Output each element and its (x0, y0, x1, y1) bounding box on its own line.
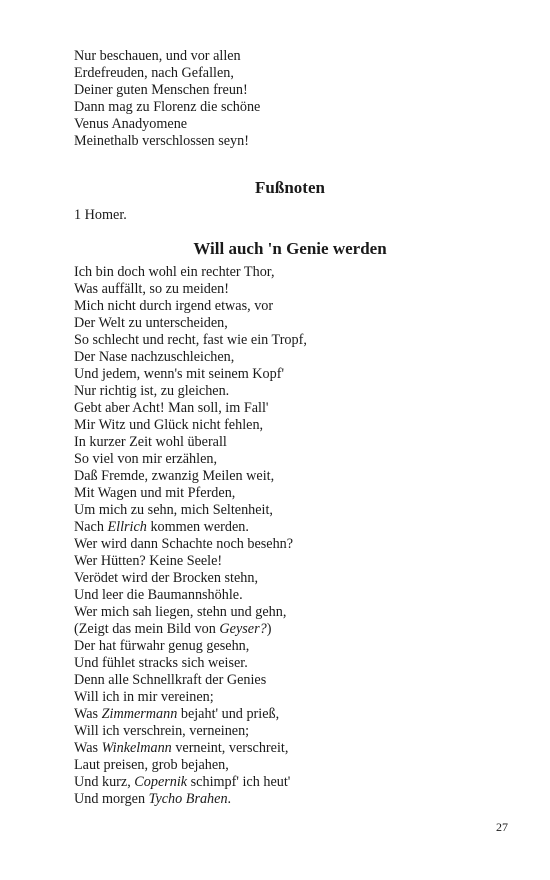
verse-line (74, 621, 514, 638)
poem-body (74, 264, 514, 808)
verse-line: So viel von mir erzählen, (74, 451, 218, 467)
emphasized-name: Tycho Brahen (148, 791, 228, 807)
verse-text: ) (266, 621, 272, 637)
verse-text: kommen werden. (146, 519, 249, 535)
verse-line: Der Nase nachzuschleichen, (74, 349, 235, 365)
verse-line: In kurzer Zeit wohl überall (74, 434, 227, 450)
verse-line: Der Welt zu unterscheiden, (74, 315, 228, 331)
page-body (74, 48, 514, 808)
verse-line: Wer mich sah liegen, stehn und gehn, (74, 604, 287, 620)
verse-line: Denn alle Schnellkraft der Genies (74, 672, 267, 688)
verse-text: Was (74, 740, 102, 756)
verse-line: Mit Wagen und mit Pferden, (74, 485, 236, 501)
verse-line: Daß Fremde, zwanzig Meilen weit, (74, 468, 275, 484)
emphasized-name: Copernik (134, 774, 188, 790)
emphasized-name: Geyser? (219, 621, 267, 637)
verse-line: Will ich verschrein, verneinen; (74, 723, 250, 739)
page-number: 27 (496, 820, 508, 834)
emphasized-name: Ellrich (107, 519, 147, 535)
verse-line: Und leer die Baumannshöhle. (74, 587, 243, 603)
verse-text: Und kurz, (74, 774, 135, 790)
verse-text: . (227, 791, 232, 807)
emphasized-name: Winkelmann (101, 740, 172, 756)
verse-text: schimpf' ich heut' (187, 774, 291, 790)
verse-line (74, 774, 514, 791)
verse-line: Wer Hütten? Keine Seele! (74, 553, 223, 569)
verse-line: Nur richtig ist, zu gleichen. (74, 383, 230, 399)
verse-line: Gebt aber Acht! Man soll, im Fall' (74, 400, 269, 416)
verse-line: Will ich in mir vereinen; (74, 689, 214, 705)
verse-line: Der hat fürwahr genug gesehn, (74, 638, 250, 654)
verse-line: Erdefreuden, nach Gefallen, (74, 65, 234, 81)
verse-line: Nur beschauen, und vor allen (74, 48, 241, 64)
verse-line: Und fühlet stracks sich weiser. (74, 655, 248, 671)
verse-line: Mich nicht durch irgend etwas, vor (74, 298, 274, 314)
verse-text: (Zeigt das mein Bild von (74, 621, 220, 637)
footnotes-heading: Fußnoten (255, 178, 325, 197)
verse-line: Verödet wird der Brocken stehn, (74, 570, 258, 586)
verse-line (74, 706, 514, 723)
verse-line: Wer wird dann Schachte noch besehn? (74, 536, 294, 552)
verse-line: Laut preisen, grob bejahen, (74, 757, 229, 773)
previous-poem-ending (74, 48, 514, 150)
verse-line: Mir Witz und Glück nicht fehlen, (74, 417, 264, 433)
verse-line (74, 740, 514, 757)
verse-line: Was auffällt, so zu meiden! (74, 281, 230, 297)
verse-line: Dann mag zu Florenz die schöne (74, 99, 261, 115)
emphasized-name: Zimmermann (101, 706, 178, 722)
verse-line: Deiner guten Menschen freun! (74, 82, 248, 98)
verse-text: bejaht' und prieß, (177, 706, 280, 722)
verse-line: Um mich zu sehn, mich Seltenheit, (74, 502, 273, 518)
verse-line: Meinethalb verschlossen seyn! (74, 133, 249, 149)
verse-line (74, 519, 514, 536)
verse-line: Und jedem, wenn's mit seinem Kopf' (74, 366, 285, 382)
verse-line: So schlecht und recht, fast wie ein Tropf, (74, 332, 307, 348)
verse-text: Was (74, 706, 102, 722)
verse-text: Und morgen (74, 791, 149, 807)
verse-text: Nach (74, 519, 108, 535)
poem-title: Will auch 'n Genie werden (193, 239, 387, 258)
verse-line: Ich bin doch wohl ein rechter Thor, (74, 264, 275, 280)
footnote-item: 1 Homer. (74, 207, 127, 223)
verse-line (74, 791, 514, 808)
verse-text: verneint, verschreit, (171, 740, 289, 756)
verse-line: Venus Anadyomene (74, 116, 188, 132)
